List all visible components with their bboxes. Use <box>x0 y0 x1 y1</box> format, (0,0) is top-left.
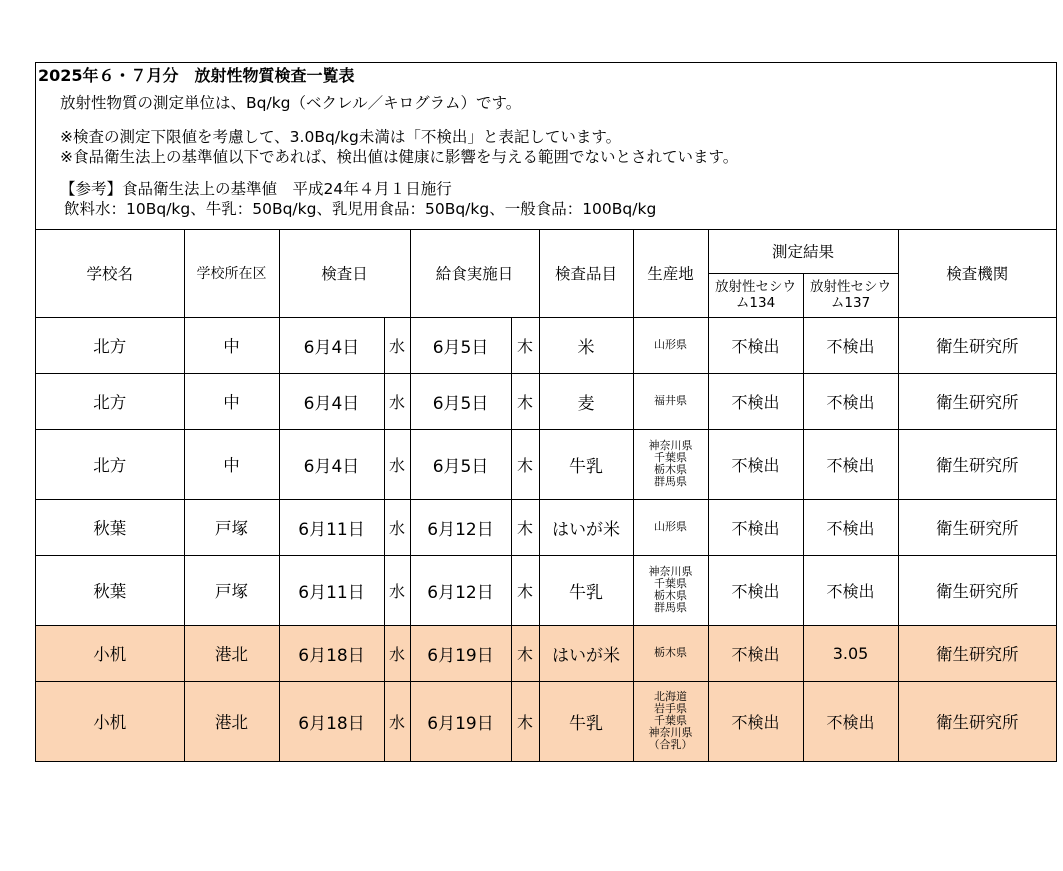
col-cs137: 放射性セシウム137 <box>803 273 898 317</box>
cs137-result-cell: 不検出 <box>803 373 898 429</box>
cs134-result-cell: 不検出 <box>708 499 803 555</box>
test-dow-cell: 水 <box>384 373 410 429</box>
origin-line: 山形県 <box>654 338 688 351</box>
detection-limit-note: ※検査の測定下限値を考慮して、3.0Bq/kg未満は「不検出」と表記しています。 <box>60 128 622 146</box>
school-cell: 北方 <box>36 429 184 499</box>
meal-date-cell: 6月12日 <box>410 555 511 625</box>
meal-dow-cell: 木 <box>511 429 539 499</box>
sheet-header <box>36 63 1056 230</box>
item-cell: 米 <box>539 317 633 373</box>
test-date-cell: 6月11日 <box>279 499 384 555</box>
col-cs134: 放射性セシウム134 <box>708 273 803 317</box>
table-row <box>36 499 1056 555</box>
origin-line: 北海道 <box>654 690 688 704</box>
origin-line: （合乳） <box>648 738 693 752</box>
reference-values: 飲料水：10Bq/kg、牛乳：50Bq/kg、乳児用食品：50Bq/kg、一般食品：100Bq/kg <box>64 200 657 218</box>
table-row <box>36 373 1056 429</box>
origin-cell <box>633 429 708 499</box>
unit-note: 放射性物質の測定単位は、Bq/kg（ベクレル／キログラム）です。 <box>60 94 522 112</box>
meal-dow-cell: 木 <box>511 625 539 681</box>
test-date-cell: 6月18日 <box>279 681 384 761</box>
col-meal-date: 給食実施日 <box>410 230 539 317</box>
cs134-result-cell: 不検出 <box>708 625 803 681</box>
school-cell: 秋葉 <box>36 499 184 555</box>
origin-cell <box>633 317 708 373</box>
col-origin: 生産地 <box>633 230 708 317</box>
lab-cell: 衛生研究所 <box>898 317 1056 373</box>
meal-dow-cell: 木 <box>511 317 539 373</box>
test-dow-cell: 水 <box>384 681 410 761</box>
item-cell: はいが米 <box>539 499 633 555</box>
origin-line: 神奈川県 <box>648 565 693 578</box>
origin-line: 神奈川県 <box>648 726 693 740</box>
ward-cell: 港北 <box>184 681 279 761</box>
lab-cell: 衛生研究所 <box>898 499 1056 555</box>
cs137-result-cell: 不検出 <box>803 317 898 373</box>
cs134-result-cell: 不検出 <box>708 681 803 761</box>
school-cell: 秋葉 <box>36 555 184 625</box>
table-row <box>36 317 1056 373</box>
meal-date-cell: 6月5日 <box>410 373 511 429</box>
meal-dow-cell: 木 <box>511 373 539 429</box>
school-cell: 北方 <box>36 373 184 429</box>
origin-line: 群馬県 <box>654 475 688 488</box>
origin-line: 栃木県 <box>654 646 688 659</box>
ward-cell: 港北 <box>184 625 279 681</box>
col-lab: 検査機関 <box>898 230 1056 317</box>
table-row <box>36 625 1056 681</box>
meal-date-cell: 6月5日 <box>410 317 511 373</box>
ward-cell: 中 <box>184 429 279 499</box>
item-cell: はいが米 <box>539 625 633 681</box>
ward-cell: 戸塚 <box>184 555 279 625</box>
page-title: 2025年６・７月分 放射性物質検査一覧表 <box>38 66 355 85</box>
test-date-cell: 6月18日 <box>279 625 384 681</box>
table-row <box>36 429 1056 499</box>
cs134-result-cell: 不検出 <box>708 317 803 373</box>
lab-cell: 衛生研究所 <box>898 681 1056 761</box>
test-date-cell: 6月4日 <box>279 429 384 499</box>
origin-cell <box>633 373 708 429</box>
item-cell: 牛乳 <box>539 429 633 499</box>
cs137-result-cell: 3.05 <box>803 625 898 681</box>
origin-line: 栃木県 <box>654 589 688 602</box>
test-dow-cell: 水 <box>384 625 410 681</box>
cs134-result-cell: 不検出 <box>708 373 803 429</box>
school-cell: 小机 <box>36 681 184 761</box>
meal-date-cell: 6月5日 <box>410 429 511 499</box>
col-test-date: 検査日 <box>279 230 410 317</box>
radiation-test-sheet <box>35 62 1057 762</box>
meal-date-cell: 6月12日 <box>410 499 511 555</box>
meal-dow-cell: 木 <box>511 555 539 625</box>
reference-title: 【参考】食品衛生法上の基準値 平成24年４月１日施行 <box>60 180 452 198</box>
test-dow-cell: 水 <box>384 317 410 373</box>
test-dow-cell: 水 <box>384 499 410 555</box>
origin-cell <box>633 555 708 625</box>
lab-cell: 衛生研究所 <box>898 373 1056 429</box>
origin-line: 栃木県 <box>654 463 688 476</box>
ward-cell: 戸塚 <box>184 499 279 555</box>
test-date-cell: 6月4日 <box>279 373 384 429</box>
test-dow-cell: 水 <box>384 555 410 625</box>
meal-dow-cell: 木 <box>511 499 539 555</box>
origin-cell <box>633 625 708 681</box>
origin-line: 神奈川県 <box>648 439 693 452</box>
table-row <box>36 681 1056 761</box>
test-dow-cell: 水 <box>384 429 410 499</box>
origin-line: 福井県 <box>654 394 688 407</box>
cs137-result-cell: 不検出 <box>803 429 898 499</box>
meal-dow-cell: 木 <box>511 681 539 761</box>
origin-line: 岩手県 <box>654 702 688 716</box>
col-result-group: 測定結果 <box>708 230 898 273</box>
col-school: 学校名 <box>36 230 184 317</box>
origin-cell <box>633 499 708 555</box>
origin-line: 千葉県 <box>654 714 688 728</box>
meal-date-cell: 6月19日 <box>410 625 511 681</box>
lab-cell: 衛生研究所 <box>898 429 1056 499</box>
origin-line: 群馬県 <box>654 601 688 614</box>
origin-line: 千葉県 <box>654 451 688 464</box>
test-date-cell: 6月11日 <box>279 555 384 625</box>
cs137-result-cell: 不検出 <box>803 555 898 625</box>
test-date-cell: 6月4日 <box>279 317 384 373</box>
cs137-result-cell: 不検出 <box>803 499 898 555</box>
origin-line: 千葉県 <box>654 577 688 590</box>
table-row <box>36 555 1056 625</box>
col-ward: 学校所在区 <box>184 230 279 317</box>
results-table <box>36 230 1056 761</box>
col-item: 検査品目 <box>539 230 633 317</box>
cs134-result-cell: 不検出 <box>708 429 803 499</box>
cs137-result-cell: 不検出 <box>803 681 898 761</box>
standard-value-note: ※食品衛生法上の基準値以下であれば、検出値は健康に影響を与える範囲でないとされています。 <box>60 148 739 166</box>
meal-date-cell: 6月19日 <box>410 681 511 761</box>
ward-cell: 中 <box>184 373 279 429</box>
origin-line: 山形県 <box>654 520 688 533</box>
school-cell: 小机 <box>36 625 184 681</box>
origin-cell <box>633 681 708 761</box>
lab-cell: 衛生研究所 <box>898 625 1056 681</box>
item-cell: 牛乳 <box>539 681 633 761</box>
item-cell: 麦 <box>539 373 633 429</box>
lab-cell: 衛生研究所 <box>898 555 1056 625</box>
ward-cell: 中 <box>184 317 279 373</box>
item-cell: 牛乳 <box>539 555 633 625</box>
school-cell: 北方 <box>36 317 184 373</box>
cs134-result-cell: 不検出 <box>708 555 803 625</box>
